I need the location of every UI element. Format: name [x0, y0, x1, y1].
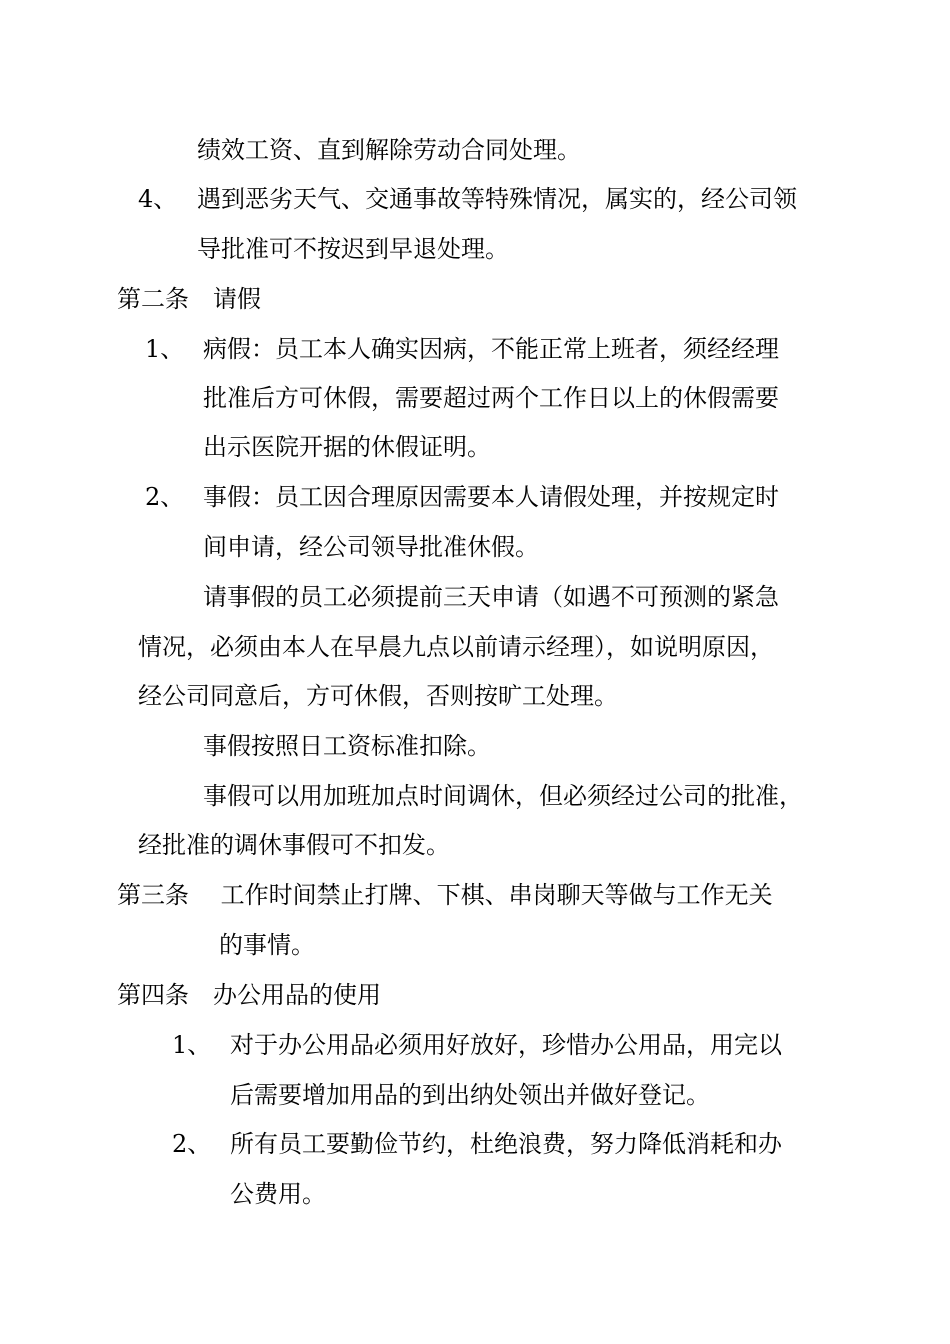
text-line: 病假：员工本人确实因病，不能正常上班者，须经经理	[203, 335, 779, 363]
text-line: 出示医院开据的休假证明。	[203, 433, 491, 461]
text-line: 经公司同意后，方可休假，否则按旷工处理。	[138, 682, 618, 710]
text-line: 的事情。	[219, 931, 315, 959]
text-line: 经批准的调休事假可不扣发。	[138, 831, 450, 859]
list-number: 1、	[145, 335, 185, 363]
list-number: 2、	[172, 1130, 212, 1158]
text-line: 请事假的员工必须提前三天申请（如遇不可预测的紧急	[203, 583, 779, 611]
text-line: 事假：员工因合理原因需要本人请假处理，并按规定时	[203, 483, 779, 511]
list-number: 4、	[138, 185, 178, 213]
text-line: 间申请，经公司领导批准休假。	[203, 533, 539, 561]
text-line: 公费用。	[230, 1180, 326, 1208]
text-line: 情况，必须由本人在早晨九点以前请示经理），如说明原因，	[138, 633, 774, 661]
text-line: 事假可以用加班加点时间调休，但必须经过公司的批准，	[203, 782, 803, 810]
text-line: 遇到恶劣天气、交通事故等特殊情况，属实的，经公司领	[197, 185, 797, 213]
text-line: 事假按照日工资标准扣除。	[203, 732, 491, 760]
text-line: 批准后方可休假，需要超过两个工作日以上的休假需要	[203, 384, 779, 412]
text-line: 所有员工要勤俭节约，杜绝浪费，努力降低消耗和办	[230, 1130, 782, 1158]
list-number: 1、	[172, 1031, 212, 1059]
article-heading: 第三条 工作时间禁止打牌、下棋、串岗聊天等做与工作无关	[117, 881, 773, 909]
article-heading: 第二条 请假	[117, 285, 261, 313]
text-line: 导批准可不按迟到早退处理。	[197, 235, 509, 263]
text-line: 对于办公用品必须用好放好，珍惜办公用品，用完以	[230, 1031, 782, 1059]
article-heading: 第四条 办公用品的使用	[117, 981, 381, 1009]
text-line: 后需要增加用品的到出纳处领出并做好登记。	[230, 1081, 710, 1109]
text-line: 绩效工资、直到解除劳动合同处理。	[197, 136, 581, 164]
list-number: 2、	[145, 483, 185, 511]
